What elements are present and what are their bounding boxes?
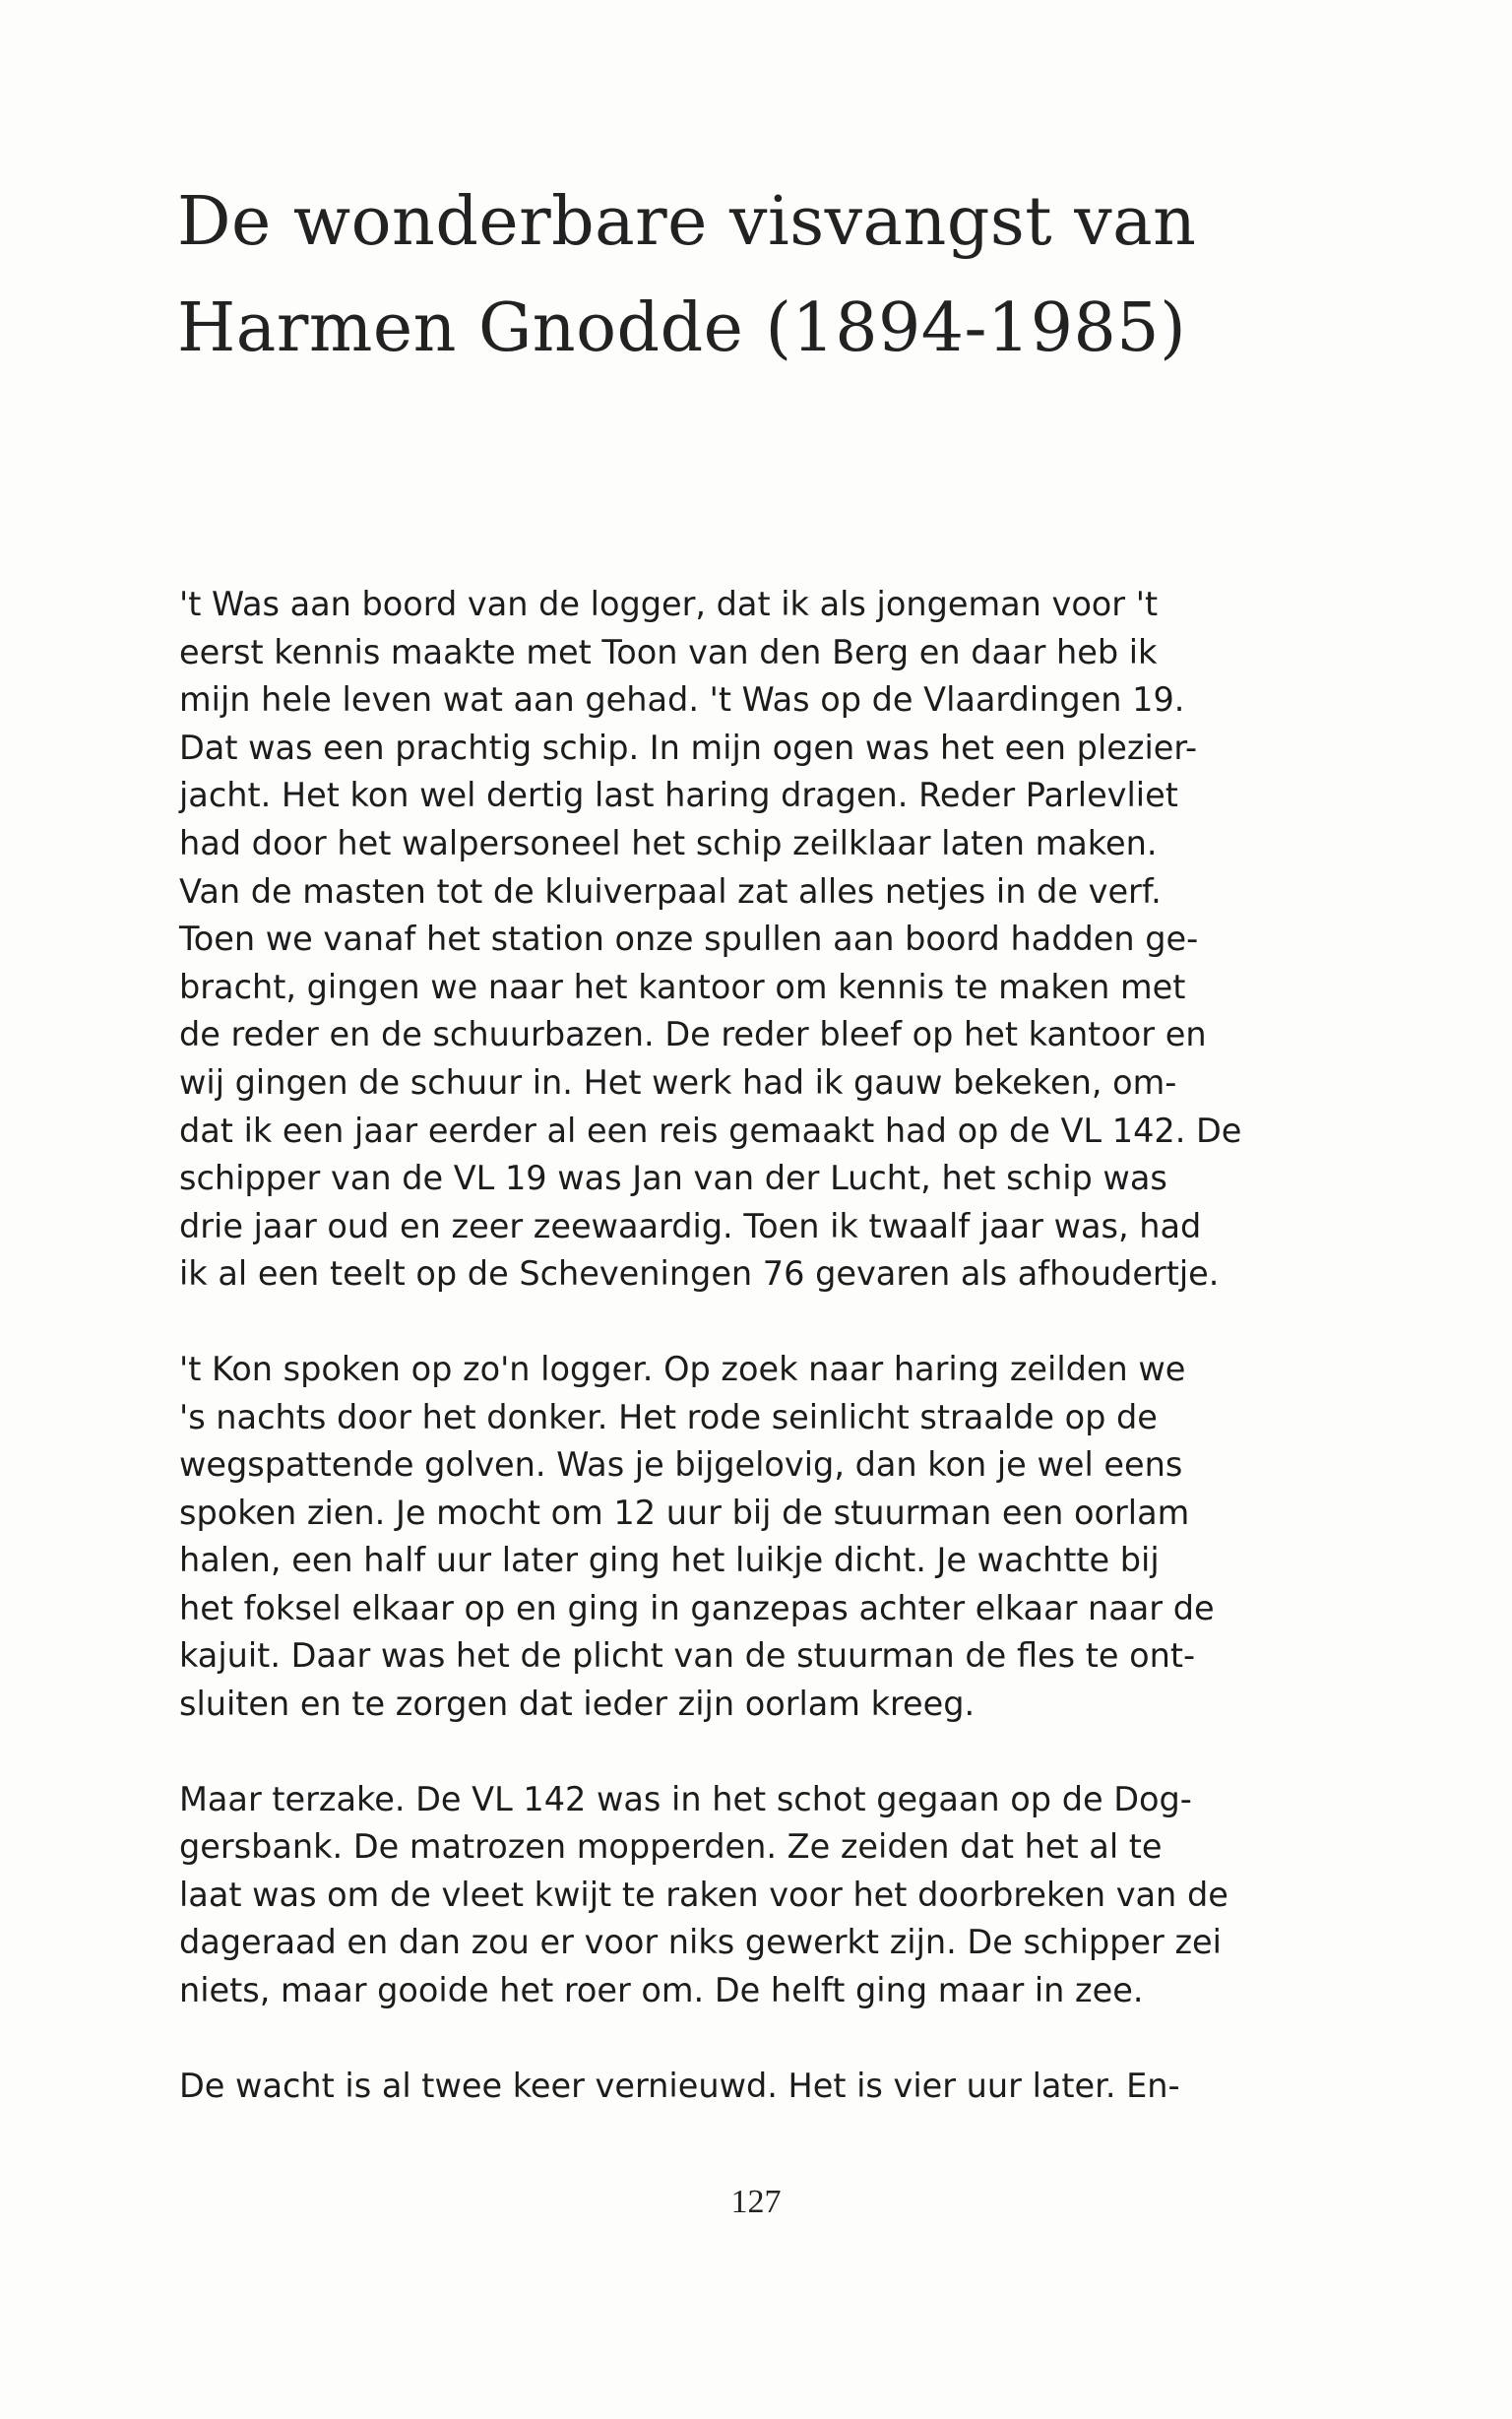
text-line: dageraad en dan zou er voor niks gewerkt zijn. De schipper zei (179, 1923, 1222, 1962)
text-line: drie jaar oud en zeer zeewaardig. Toen ik twaalf jaar was, had (179, 1206, 1202, 1245)
text-line: Toen we vanaf het station onze spullen aan boord hadden ge- (179, 920, 1199, 959)
paragraph-gap (179, 2015, 1370, 2063)
text-line: laat was om de vleet kwijt te raken voor het doorbreken van de (179, 1875, 1228, 1914)
text-line: de reder en de schuurbazen. De reder bleef op het kantoor en (179, 1015, 1207, 1054)
chapter-title (177, 169, 1358, 382)
text-line: bracht, gingen we naar het kantoor om kennis te maken met (179, 967, 1186, 1006)
text-line: sluiten en te zorgen dat ieder zijn oorlam kreeg. (179, 1685, 976, 1724)
text-line: jacht. Het kon wel dertig last haring dragen. Reder Parlevliet (179, 776, 1178, 815)
paragraph-gap (179, 1299, 1370, 1346)
text-line: De wacht is al twee keer vernieuwd. Het is vier uur later. En- (179, 2066, 1180, 2105)
text-line: gersbank. De matrozen mopperden. Ze zeiden dat het al te (179, 1827, 1163, 1867)
text-line: ik al een teelt op de Scheveningen 76 gevaren als afhoudertje. (179, 1254, 1220, 1294)
text-line: het foksel elkaar op en ging in ganzepas achter elkaar naar de (179, 1588, 1215, 1627)
text-line: spoken zien. Je mocht om 12 uur bij de stuurman een oorlam (179, 1493, 1190, 1532)
paragraph-2 (179, 1346, 1370, 1729)
text-line: 's nachts door het donker. Het rode seinlicht straalde op de (179, 1397, 1158, 1436)
body-text (179, 581, 1370, 2110)
text-line: 't Kon spoken op zo'n logger. Op zoek naar haring zeilden we (179, 1349, 1186, 1388)
text-line: 't Was aan boord van de logger, dat ik als jongeman voor 't (179, 585, 1159, 623)
text-line: had door het walpersoneel het schip zeilklaar laten maken. (179, 823, 1158, 862)
text-line: dat ik een jaar eerder al een reis gemaakt had op de VL 142. De (179, 1111, 1242, 1150)
paragraph-4 (179, 2063, 1370, 2111)
paragraph-3 (179, 1776, 1370, 2015)
paragraph-1 (179, 581, 1370, 1299)
text-line: Maar terzake. De VL 142 was in het schot gegaan op de Dog- (179, 1779, 1192, 1818)
text-line: mijn hele leven wat aan gehad. 't Was op de Vlaardingen 19. (179, 680, 1185, 720)
chapter-title-line: De wonderbare visvangst van (177, 183, 1197, 261)
text-line: wij gingen de schuur in. Het werk had ik gauw bekeken, om- (179, 1062, 1177, 1102)
text-line: Dat was een prachtig schip. In mijn ogen was het een plezier- (179, 728, 1198, 767)
paragraph-gap (179, 1729, 1370, 1776)
text-line: schipper van de VL 19 was Jan van der Lucht, het schip was (179, 1159, 1167, 1198)
text-line: eerst kennis maakte met Toon van den Berg en daar heb ik (179, 632, 1158, 671)
text-line: Van de masten tot de kluiverpaal zat alles netjes in de verf. (179, 871, 1162, 911)
text-line: kajuit. Daar was het de plicht van de stuurman de fles te ont- (179, 1636, 1196, 1676)
chapter-title-line: Harmen Gnodde (1894-1985) (177, 289, 1187, 367)
text-line: wegspattende golven. Was je bijgelovig, dan kon je wel eens (179, 1445, 1183, 1485)
text-line: halen, een half uur later ging het luikje dicht. Je wachtte bij (179, 1541, 1160, 1580)
text-line: niets, maar gooide het roer om. De helft ging maar in zee. (179, 1971, 1144, 2010)
page-number: 127 (730, 2184, 782, 2220)
